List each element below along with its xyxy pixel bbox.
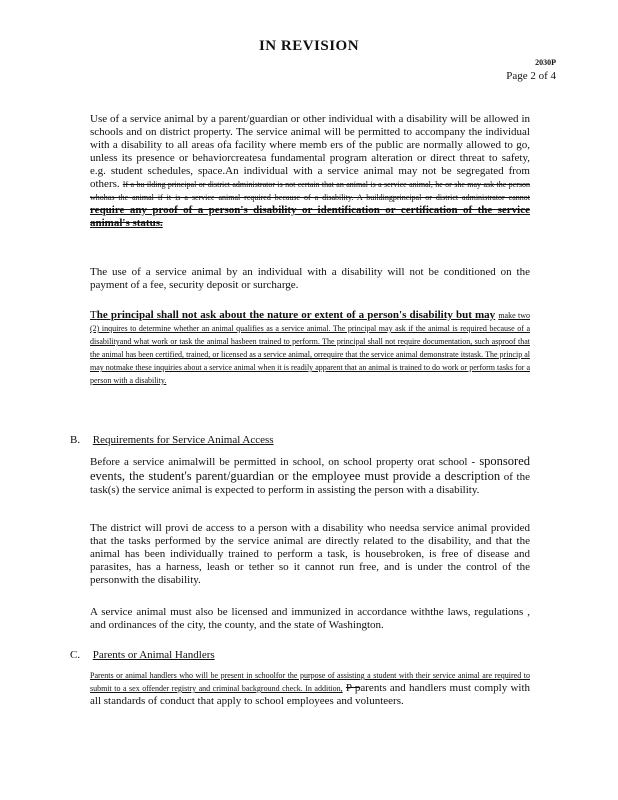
document-number: 2030P bbox=[535, 58, 556, 67]
page-number: Page 2 of 4 bbox=[506, 70, 556, 82]
section-b-heading bbox=[70, 434, 274, 446]
section-b-paragraph-3 bbox=[90, 606, 530, 632]
section-a-p1-text: Use of a service animal by a parent/guardian or other individual with a disability will be allowed in schools and on district property. The service animal will be permitted to accompany the individual with a disability to all areas ofa facility where memb ers of the public are normally allowed to go, unless its presence or behaviorcreatesa fundamental program alteration or direct threat to safety, e.g. student schedules, space.An individual with a service animal may not be segregated from others. bbox=[90, 113, 530, 190]
section-c-p1-tail: arents and handlers must comply with all standards of conduct that apply to school employees and volunteers. bbox=[90, 682, 531, 707]
section-b-p1-emphasis: sponsored events, the student's parent/guardian or the employee must provide a description bbox=[90, 454, 531, 483]
section-c-paragraph-1 bbox=[90, 669, 530, 708]
section-b-p1-start: Before a service animalwill be permitted in school, on school property orat school - bbox=[90, 456, 476, 468]
section-b-paragraph-2 bbox=[90, 522, 530, 587]
section-a-paragraph-3 bbox=[90, 309, 530, 387]
section-a-p1-struck-bold: require any proof of a person's disability or identification or certification of the service animal's status. bbox=[90, 204, 530, 229]
section-a-p1-struck-text: If a bu ilding principal or district administrator is not certain that an animal is a service animal, he or she may ask the person whohas the animal if it is a service animal required because of a disability. A buildingprincipal or district administrator cannot bbox=[90, 180, 530, 202]
section-c-letter: C. bbox=[70, 649, 81, 661]
section-b-p1-end: of the task(s) the service animal is expected to perform in assisting the person with a disability. bbox=[90, 471, 530, 496]
section-a-p2-text: The use of a service animal by an individual with a disability will not be conditioned on the payment of a fee, security deposit or surcharge. bbox=[90, 266, 530, 291]
section-c-p1-struck: P p bbox=[345, 682, 361, 694]
section-a-paragraph-1 bbox=[90, 113, 530, 230]
section-a-paragraph-2 bbox=[90, 266, 530, 292]
section-b-title: Requirements for Service Animal Access bbox=[92, 434, 274, 446]
section-a-p3-small-text: make two (2) inquires to determine whether an animal qualifies as a service animal. The principal may ask if the animal is required because of a disabilityand what work or task the animal hasbeen trained to perform. The principal shall not require documentation, such asproof that the animal has been certified, trained, or licensed as a service animal, orrequire that the service animal demonstrate itstask. The princip al may notmake these inquiries about a service animal when it is readily apparent that an animal is trained to do work or perform tasks for a person with a disability. bbox=[90, 311, 531, 385]
section-c-p1-small-text: Parents or animal handlers who will be present in schoolfor the purpose of assisting a student with their service animal are required to submit to a sex offender registry and criminal background check. In addition, bbox=[90, 671, 530, 693]
section-a-p3-lead-letter: T bbox=[90, 309, 97, 321]
section-a-p3-bold-text: he principal shall not ask about the nature or extent of a person's disability but may bbox=[96, 309, 496, 321]
section-b-p2-text: The district will provi de access to a person with a disability who needsa service animal provided that the tasks performed by the service animal are directly related to the disability, and that the animal has been individually trained to perform a task, is housebroken, is free of disease and parasites, has a harness, leash or tether so it cannot run free, and is under the control of the personwith the disability. bbox=[90, 522, 530, 586]
section-c-heading bbox=[70, 649, 215, 661]
section-b-paragraph-1 bbox=[90, 454, 530, 497]
section-b-p3-text: A service animal must also be licensed and immunized in accordance withthe laws, regulations , and ordinances of the city, the county, and the state of Washington. bbox=[90, 606, 530, 631]
section-b-letter: B. bbox=[70, 434, 81, 446]
page-title: IN REVISION bbox=[258, 38, 360, 54]
section-c-title: Parents or Animal Handlers bbox=[92, 649, 215, 661]
